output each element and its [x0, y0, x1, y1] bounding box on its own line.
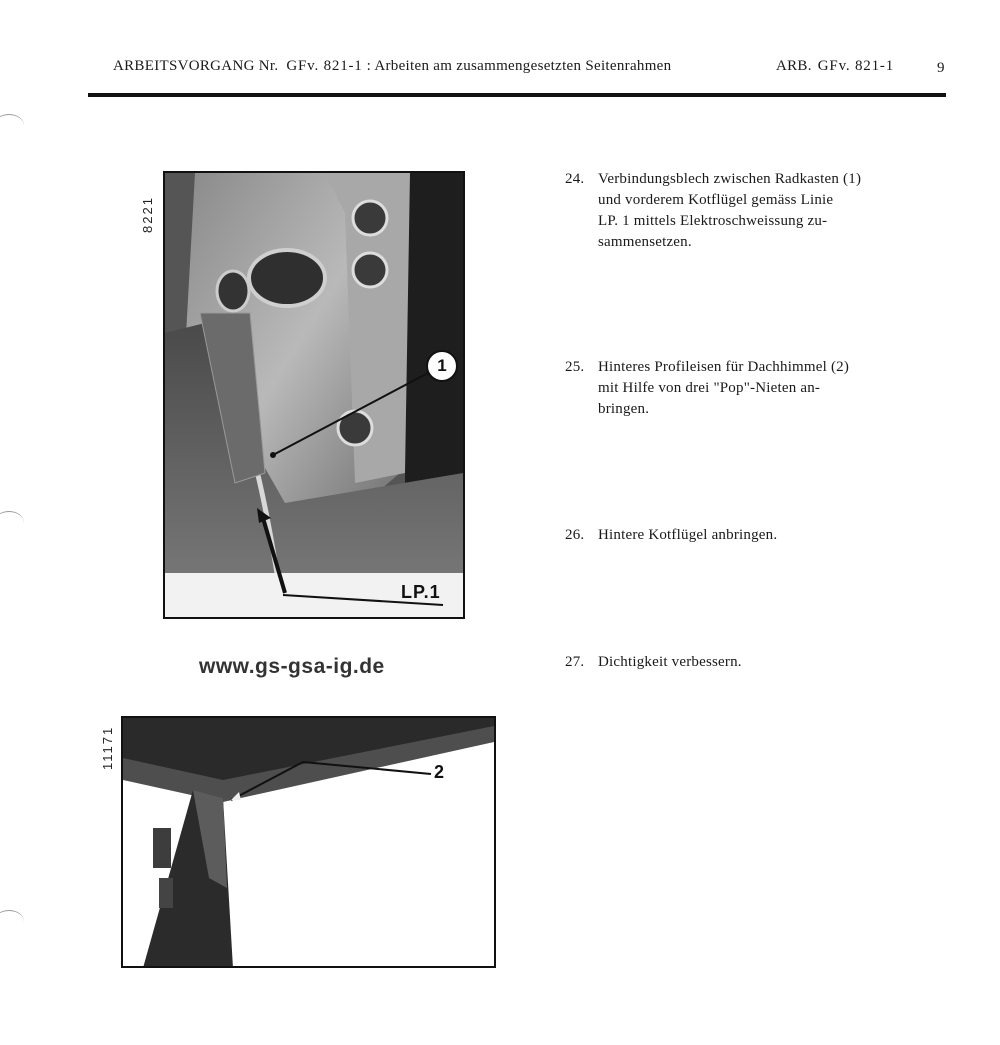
page-number: 9	[937, 60, 945, 76]
header-text: : Arbeiten am zusammengesetzten Seitenrahmen	[366, 58, 672, 74]
wheelhouse-photo-image	[165, 173, 463, 617]
punch-hole-mark	[0, 511, 24, 534]
step-text: Hinteres Profileisen für Dachhimmel (2) mit Hilfe von drei "Pop"-Nieten an- bringen.	[598, 359, 850, 417]
page-header-title	[113, 58, 671, 75]
figure-roof-profile-photo	[121, 716, 496, 968]
step-number: 27.	[565, 654, 585, 670]
header-prefix: ARBEITSVORGANG Nr.	[113, 58, 279, 74]
step-text: Dichtigkeit verbessern.	[598, 654, 742, 670]
punch-hole-mark	[0, 910, 24, 933]
step-number: 25.	[565, 359, 585, 375]
page-header-arb	[776, 58, 894, 75]
watermark-url: www.gs-gsa-ig.de	[199, 655, 385, 678]
step-number: 26.	[565, 527, 585, 543]
callout-1: 1	[426, 350, 458, 382]
callout-2: 2	[434, 762, 445, 782]
punch-hole-mark	[0, 114, 24, 137]
figure-wheelhouse-photo	[163, 171, 465, 619]
arb-code: GFv. 821-1	[817, 58, 894, 74]
weld-line-label: LP.1	[401, 582, 441, 602]
roof-profile-photo-image	[123, 718, 494, 966]
header-code: GFv. 821-1	[286, 58, 363, 74]
step-number: 24.	[565, 171, 585, 187]
arb-label: ARB.	[776, 58, 812, 74]
step-text: Hintere Kotflügel anbringen.	[598, 527, 778, 543]
step-text: Verbindungsblech zwischen Radkasten (1) und vorderem Kotflügel gemäss Linie LP. 1 mittels Elektroschweissung zu- sammensetzen.	[598, 171, 862, 250]
figure-number: 11171	[100, 725, 115, 770]
header-rule	[88, 93, 946, 97]
figure-number: 8221	[140, 196, 155, 233]
